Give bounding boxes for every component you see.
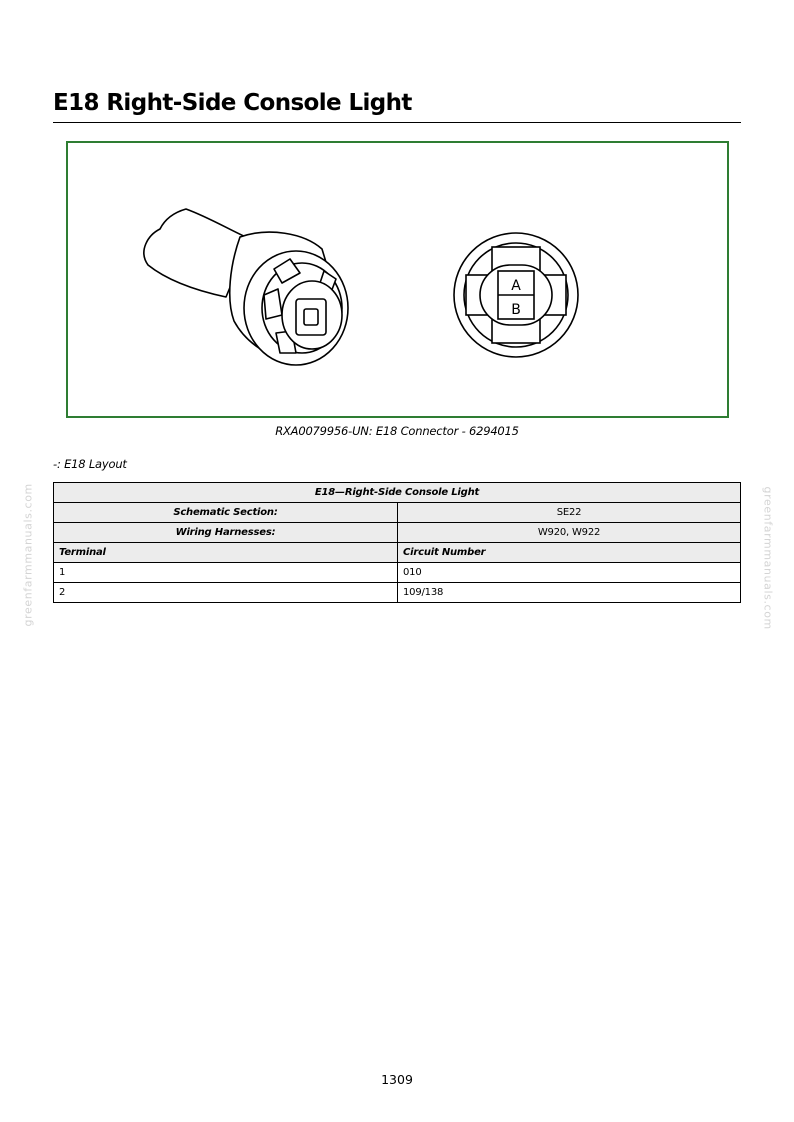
connector-pin-view — [454, 233, 578, 357]
circuit-cell: 109/138 — [398, 583, 741, 603]
layout-label: -: E18 Layout — [53, 457, 127, 471]
terminal-cell: 2 — [54, 583, 398, 603]
title-rule — [53, 122, 741, 123]
table-row — [54, 503, 741, 523]
table-row — [54, 583, 741, 603]
connector-side-view — [144, 209, 348, 365]
terminal-column-header: Terminal — [54, 543, 398, 563]
circuit-number-column-header: Circuit Number — [398, 543, 741, 563]
pin-label-a: A — [511, 278, 521, 294]
watermark-left: greenfarmmanuals.com — [21, 483, 35, 627]
terminal-cell: 1 — [54, 563, 398, 583]
table-title-row — [54, 483, 741, 503]
schematic-section-value: SE22 — [398, 503, 741, 523]
table-row — [54, 563, 741, 583]
pin-label-b: B — [511, 302, 521, 318]
connector-figure — [66, 141, 729, 418]
table-title: E18—Right-Side Console Light — [54, 483, 741, 503]
connector-info-table — [53, 482, 741, 603]
page-number: 1309 — [381, 1072, 413, 1087]
wiring-harnesses-value: W920, W922 — [398, 523, 741, 543]
watermark-right: greenfarmmanuals.com — [761, 486, 775, 630]
connector-illustration — [68, 143, 727, 416]
column-header-row — [54, 543, 741, 563]
wiring-harnesses-label: Wiring Harnesses: — [54, 523, 398, 543]
table-row — [54, 523, 741, 543]
figure-caption: RXA0079956-UN: E18 Connector - 6294015 — [275, 424, 519, 438]
page-title: E18 Right-Side Console Light — [53, 90, 412, 116]
circuit-cell: 010 — [398, 563, 741, 583]
schematic-section-label: Schematic Section: — [54, 503, 398, 523]
